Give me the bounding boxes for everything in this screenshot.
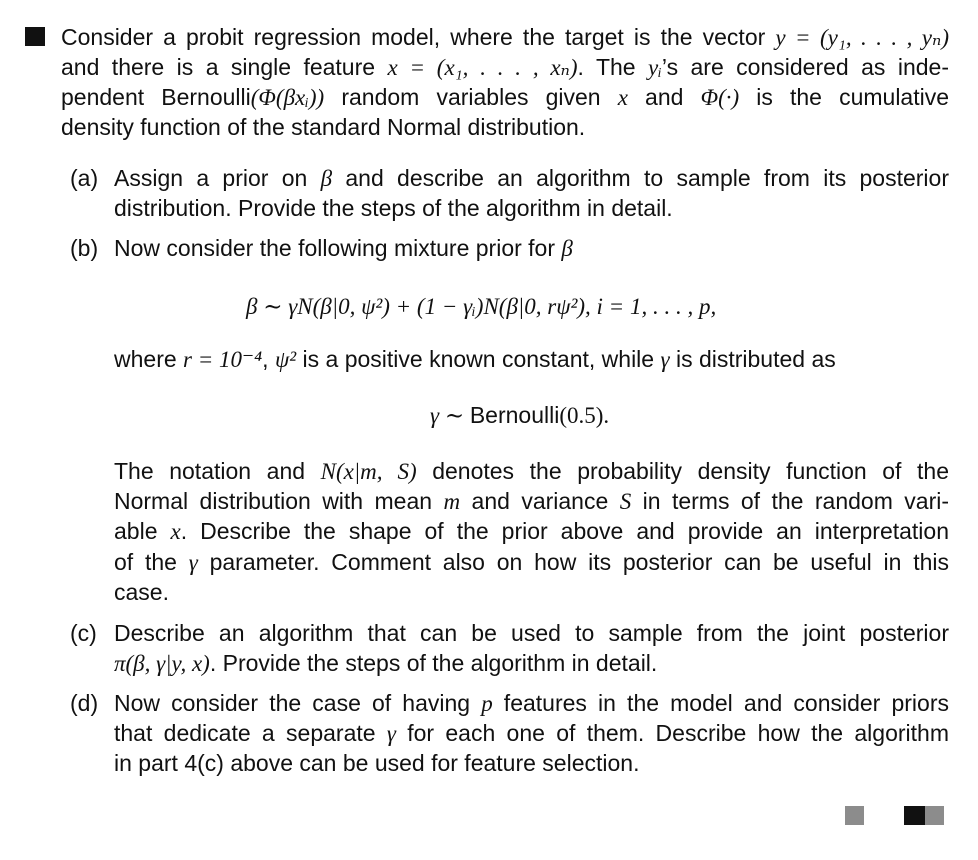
part-c-line-1 — [114, 618, 949, 648]
part-b-text: parameter. Comment also on how its posterior can be useful in this — [197, 549, 949, 575]
math: γ — [660, 347, 670, 372]
math: (0.5). — [559, 403, 610, 428]
part-b-text: able — [114, 518, 171, 544]
part-b-para-line-3 — [114, 516, 949, 547]
math: γ ∼ — [430, 403, 470, 428]
part-d-text: for each one of them. Describe how the algorithm — [395, 720, 949, 746]
math: Φ(·) — [700, 85, 740, 110]
intro-text: and there is a single feature — [61, 54, 388, 80]
part-a-label: (a) — [70, 165, 99, 191]
mixture-prior-equation: β ∼ γN(β|0, ψ²) + (1 − γᵢ)N(β|0, rψ²), i = 1, . . . , p, — [246, 294, 717, 319]
part-a-line-2 — [114, 193, 673, 223]
part-b-text: . Describe the shape of the prior above and provide an interpretation — [180, 518, 949, 544]
part-d-text: Now consider the case of having — [114, 690, 482, 716]
gamma-bernoulli-equation — [430, 400, 609, 431]
part-a-text: Assign a prior on — [114, 165, 321, 191]
part-b-where-line — [114, 344, 836, 375]
part-b-label: (b) — [70, 235, 99, 261]
part-c-line-2 — [114, 648, 657, 679]
math: π(β, γ|y, x) — [114, 651, 210, 676]
part-b-text: Now consider the following mixture prior for — [114, 235, 562, 261]
intro-text: is the cumulative — [739, 84, 950, 110]
part-d-text: features in the model and consider priors — [492, 690, 949, 716]
part-b-para-line-5 — [114, 577, 169, 607]
math: N(x|m, S) — [320, 459, 417, 484]
part-b-para-line-4 — [114, 547, 949, 578]
part-b-text: denotes the probability density function of the — [416, 458, 949, 484]
part-d-line-2 — [114, 718, 949, 749]
math: r = 10⁻⁴ — [183, 347, 263, 372]
part-c-label: (c) — [70, 620, 97, 646]
part-b-text: is distributed as — [669, 346, 836, 372]
intro-text: pendent Bernoulli — [61, 84, 251, 110]
part-d-label: (d) — [70, 690, 99, 716]
part-a-text: and describe an algorithm to sample from its posterior — [332, 165, 949, 191]
math: p — [481, 691, 493, 716]
part-d-line-1 — [114, 688, 949, 719]
intro-text: ’s are considered as inde- — [661, 54, 949, 80]
part-b-text: and variance — [460, 488, 620, 514]
bernoulli-text: Bernoulli — [469, 402, 560, 428]
part-d-text: in part 4(c) above can be used for feature selection. — [114, 750, 640, 776]
math: ψ² — [274, 347, 297, 372]
decor-square-dark — [904, 806, 925, 825]
part-b-line-1 — [114, 233, 573, 264]
intro-line-3 — [61, 82, 949, 113]
part-a-line-1 — [114, 163, 949, 194]
intro-line-4 — [61, 112, 585, 142]
math: γ — [188, 550, 198, 575]
math: x = (x₁, . . . , xₙ) — [387, 55, 578, 80]
math: m — [443, 489, 461, 514]
intro-line-2 — [61, 52, 949, 83]
math: x — [617, 85, 628, 110]
intro-text: random variables given — [324, 84, 618, 110]
part-b-text: in terms of the random vari- — [631, 488, 950, 514]
math: x — [170, 519, 181, 544]
part-a-text: distribution. Provide the steps of the algorithm in detail. — [114, 195, 673, 221]
decor-square-gray-2 — [925, 806, 944, 825]
math: yᵢ — [648, 55, 662, 80]
part-b-text: is a positive known constant, while — [296, 346, 661, 372]
math: (Φ(βxᵢ)) — [250, 85, 325, 110]
part-b-para-line-2 — [114, 486, 949, 517]
part-b-para-line-1 — [114, 456, 949, 487]
intro-line-1 — [61, 22, 949, 53]
question-bullet — [25, 27, 45, 46]
math: y = (y₁, . . . , yₙ) — [775, 25, 949, 50]
part-d-text: that dedicate a separate — [114, 720, 387, 746]
part-b-text: , — [262, 346, 275, 372]
part-b-text: case. — [114, 579, 169, 605]
part-c-text: Describe an algorithm that can be used to sample from the joint posterior — [114, 620, 949, 646]
part-b-text: of the — [114, 549, 189, 575]
math: β — [320, 166, 333, 191]
part-b-text: The notation and — [114, 458, 321, 484]
math: β — [561, 236, 573, 261]
part-b-text: Normal distribution with mean — [114, 488, 444, 514]
decor-square-gray — [845, 806, 864, 825]
part-b-text: where — [114, 346, 184, 372]
intro-text: Consider a probit regression model, where the target is the vector — [61, 24, 776, 50]
part-d-line-3 — [114, 748, 639, 778]
math: S — [619, 489, 632, 514]
intro-text: density function of the standard Normal distribution. — [61, 114, 586, 140]
math: γ — [386, 721, 396, 746]
intro-text: and — [627, 84, 701, 110]
part-c-text: . Provide the steps of the algorithm in detail. — [209, 650, 658, 676]
intro-text: . The — [577, 54, 649, 80]
